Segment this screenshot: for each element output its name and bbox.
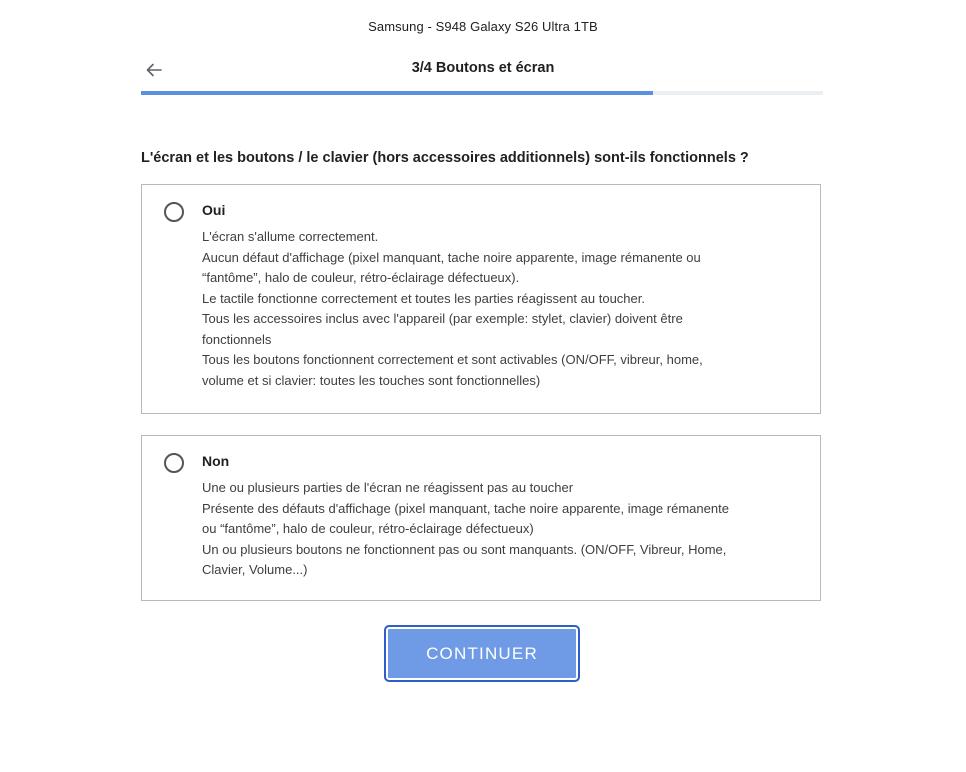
- radio-non[interactable]: [164, 453, 184, 473]
- continue-button[interactable]: CONTINUER: [384, 625, 580, 682]
- question-text: L'écran et les boutons / le clavier (hors accessoires additionnels) sont-ils fonctionnels ?: [141, 150, 749, 166]
- option-oui[interactable]: [141, 184, 821, 414]
- progress-bar-fill: [141, 91, 653, 95]
- option-non-description: Une ou plusieurs parties de l'écran ne réagissent pas au toucher Présente des défauts d'affichage (pixel manquant, tache noire apparente, image rémanente ou “fantôme”, halo de couleur, rétro-éclairage défectueux) Un ou plusieurs boutons ne fonctionnent pas ou sont manquants. (ON/OFF, Vibreur, Home, Clavier, Volume...): [202, 480, 729, 577]
- progress-bar: [141, 91, 823, 95]
- step-title: 3/4 Boutons et écran: [411, 60, 555, 76]
- option-non[interactable]: [141, 435, 821, 601]
- radio-oui[interactable]: [164, 202, 184, 222]
- option-non-label: Non: [202, 453, 230, 469]
- option-oui-label: Oui: [202, 202, 226, 218]
- option-oui-description: L'écran s'allume correctement. Aucun défaut d'affichage (pixel manquant, tache noire apparente, image rémanente ou “fantôme”, halo de couleur, rétro-éclairage défectueux). Le tactile fonctionne correctement et toutes les parties réagissent au toucher. Tous les accessoires inclus avec l'appareil (par exemple: stylet, clavier) doivent être fonctionnels Tous les boutons fonctionnent correctement et sont activables (ON/OFF, vibreur, home, volume et si clavier: toutes les touches sont fonctionnelles): [202, 229, 703, 388]
- device-title: Samsung - S948 Galaxy S26 Ultra 1TB: [368, 19, 598, 34]
